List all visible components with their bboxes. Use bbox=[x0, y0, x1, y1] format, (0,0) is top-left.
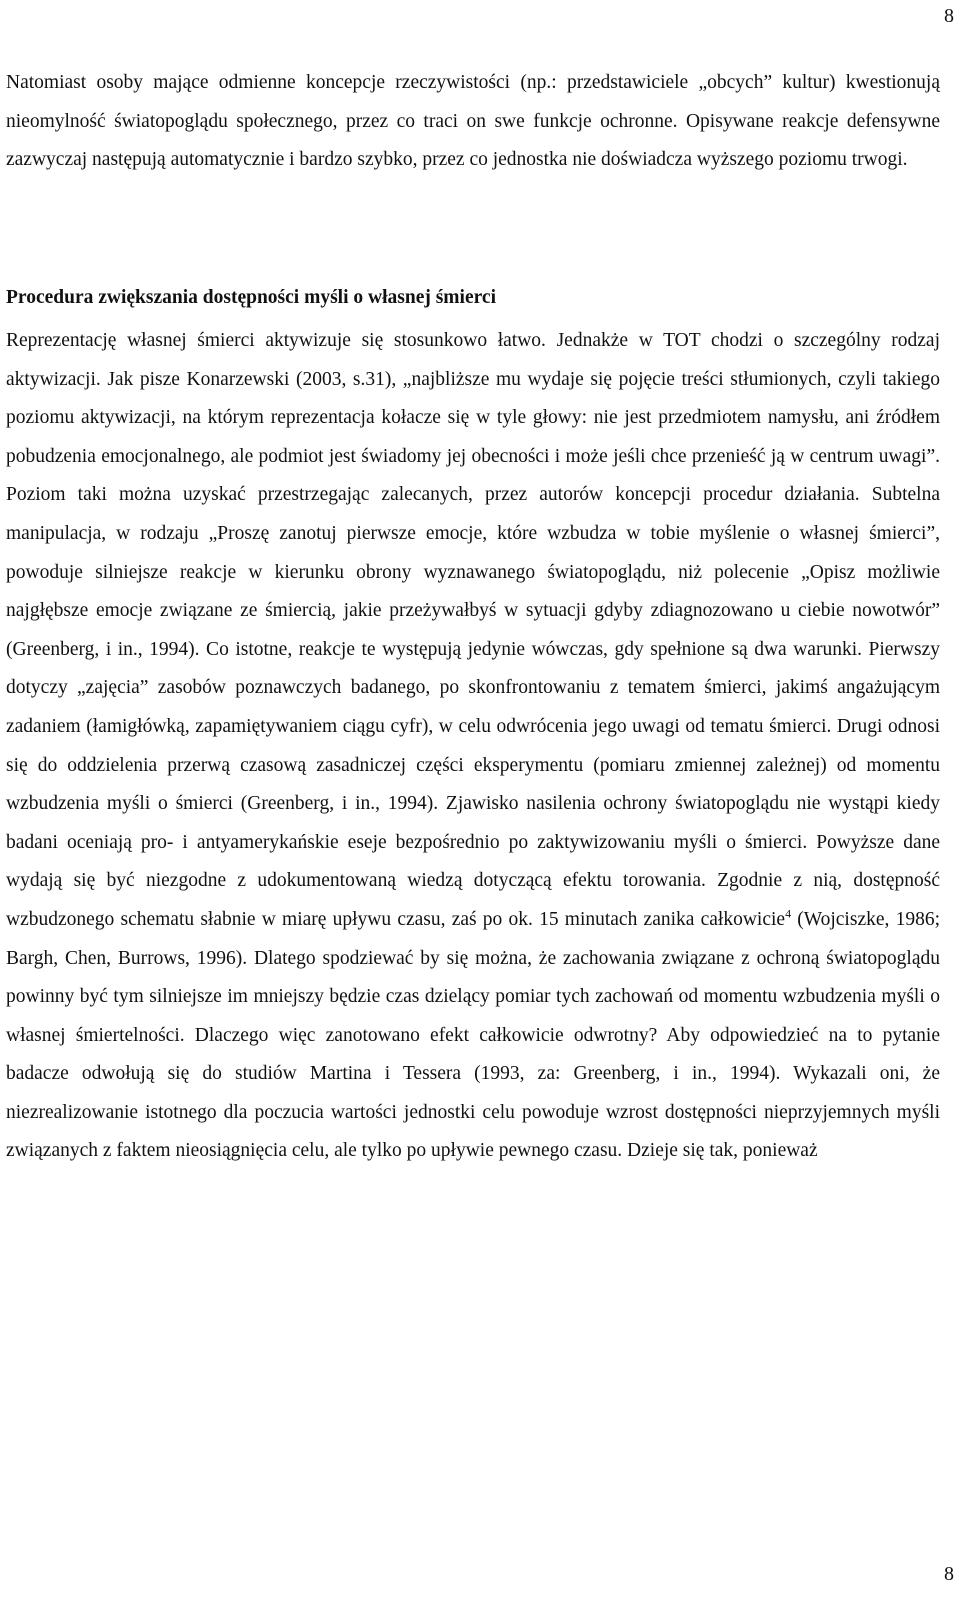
page-number-top: 8 bbox=[944, 5, 954, 27]
section-heading: Procedura zwiększania dostępności myśli o własnej śmierci bbox=[6, 287, 496, 308]
footnote-marker[interactable]: 4 bbox=[785, 906, 792, 921]
paragraph-main-text-before-footnote: Reprezentację własnej śmierci aktywizuje się stosunkowo łatwo. Jednakże w TOT chodzi o szczególny rodzaj aktywizacji. Jak pisze Konarzewski (2003, s.31), „najbliższe mu wydaje się pojęcie treści stłumionych, czyli takiego poziomu aktywizacji, na którym reprezentacja kołacze się w tyle głowy: nie jest przedmiotem namysłu, ani źródłem pobudzenia emocjonalnego, ale podmiot jest świadomy jej obecności i może jeśli chce przenieść ją w centrum uwagi”. Poziom taki można uzyskać przestrzegając zalecanych, przez autorów koncepcji procedur działania. Subtelna manipulacja, w rodzaju „Proszę zanotuj pierwsze emocje, które wzbudza w tobie myślenie o własnej śmierci”, powoduje silniejsze reakcje w kierunku obrony wyznawanego światopoglądu, niż polecenie „Opisz możliwie najgłębsze emocje związane ze śmiercią, jakie przeżywałbyś w sytuacji gdyby zdiagnozowano u ciebie nowotwór” (Greenberg, i in., 1994). Co istotne, reakcje te występują jedynie wówczas, gdy spełnione są dwa warunki. Pierwszy dotyczy „zajęcia” zasobów poznawczych badanego, po skonfrontowaniu z tematem śmierci, jakimś angażującym zadaniem (łamigłówką, zapamiętywaniem ciągu cyfr), w celu odwrócenia jego uwagi od tematu śmierci. Drugi odnosi się do oddzielenia przerwą czasową zasadniczej części eksperymentu (pomiaru zmiennej zależnej) od momentu wzbudzenia myśli o śmierci (Greenberg, i in., 1994). Zjawisko nasilenia ochrony światopoglądu nie wystąpi kiedy badani oceniają pro- i antyamerykańskie eseje bezpośrednio po zaktywizowaniu myśli o śmierci. Powyższe dane wydają się być niezgodne z udokumentowaną wiedzą dotyczącą efektu torowania. Zgodnie z nią, dostępność wzbudzonego schematu słabnie w miarę upływu czasu, zaś po ok. 15 minutach zanika całkowicie bbox=[6, 330, 940, 930]
paragraph-main bbox=[6, 322, 940, 1171]
page-number-bottom: 8 bbox=[944, 1563, 954, 1585]
paragraph-main-text-after-footnote: (Wojciszke, 1986; Bargh, Chen, Burrows, 1996). Dlatego spodziewać by się można, że zachowania związane z ochroną światopoglądu powinny być tym silniejsze im mniejszy będzie czas dzielący pomiar tych zachowań od momentu wzbudzenia myśli o własnej śmiertelności. Dlaczego więc zanotowano efekt całkowicie odwrotny? Aby odpowiedzieć na to pytanie badacze odwołują się do studiów Martina i Tessera (1993, za: Greenberg, i in., 1994). Wykazali oni, że niezrealizowanie istotnego dla poczucia wartości jednostki celu powoduje wzrost dostępności nieprzyjemnych myśli związanych z faktem nieosiągnięcia celu, ale tylko po upływie pewnego czasu. Dzieje się tak, ponieważ bbox=[6, 908, 940, 1162]
paragraph-intro: Natomiast osoby mające odmienne koncepcje rzeczywistości (np.: przedstawiciele „obcych” kultur) kwestionują nieomylność światopoglądu społecznego, przez co traci on swe funkcje ochronne. Opisywane reakcje defensywne zazwyczaj następują automatycznie i bardzo szybko, przez co jednostka nie doświadcza wyższego poziomu trwogi. bbox=[6, 72, 940, 171]
